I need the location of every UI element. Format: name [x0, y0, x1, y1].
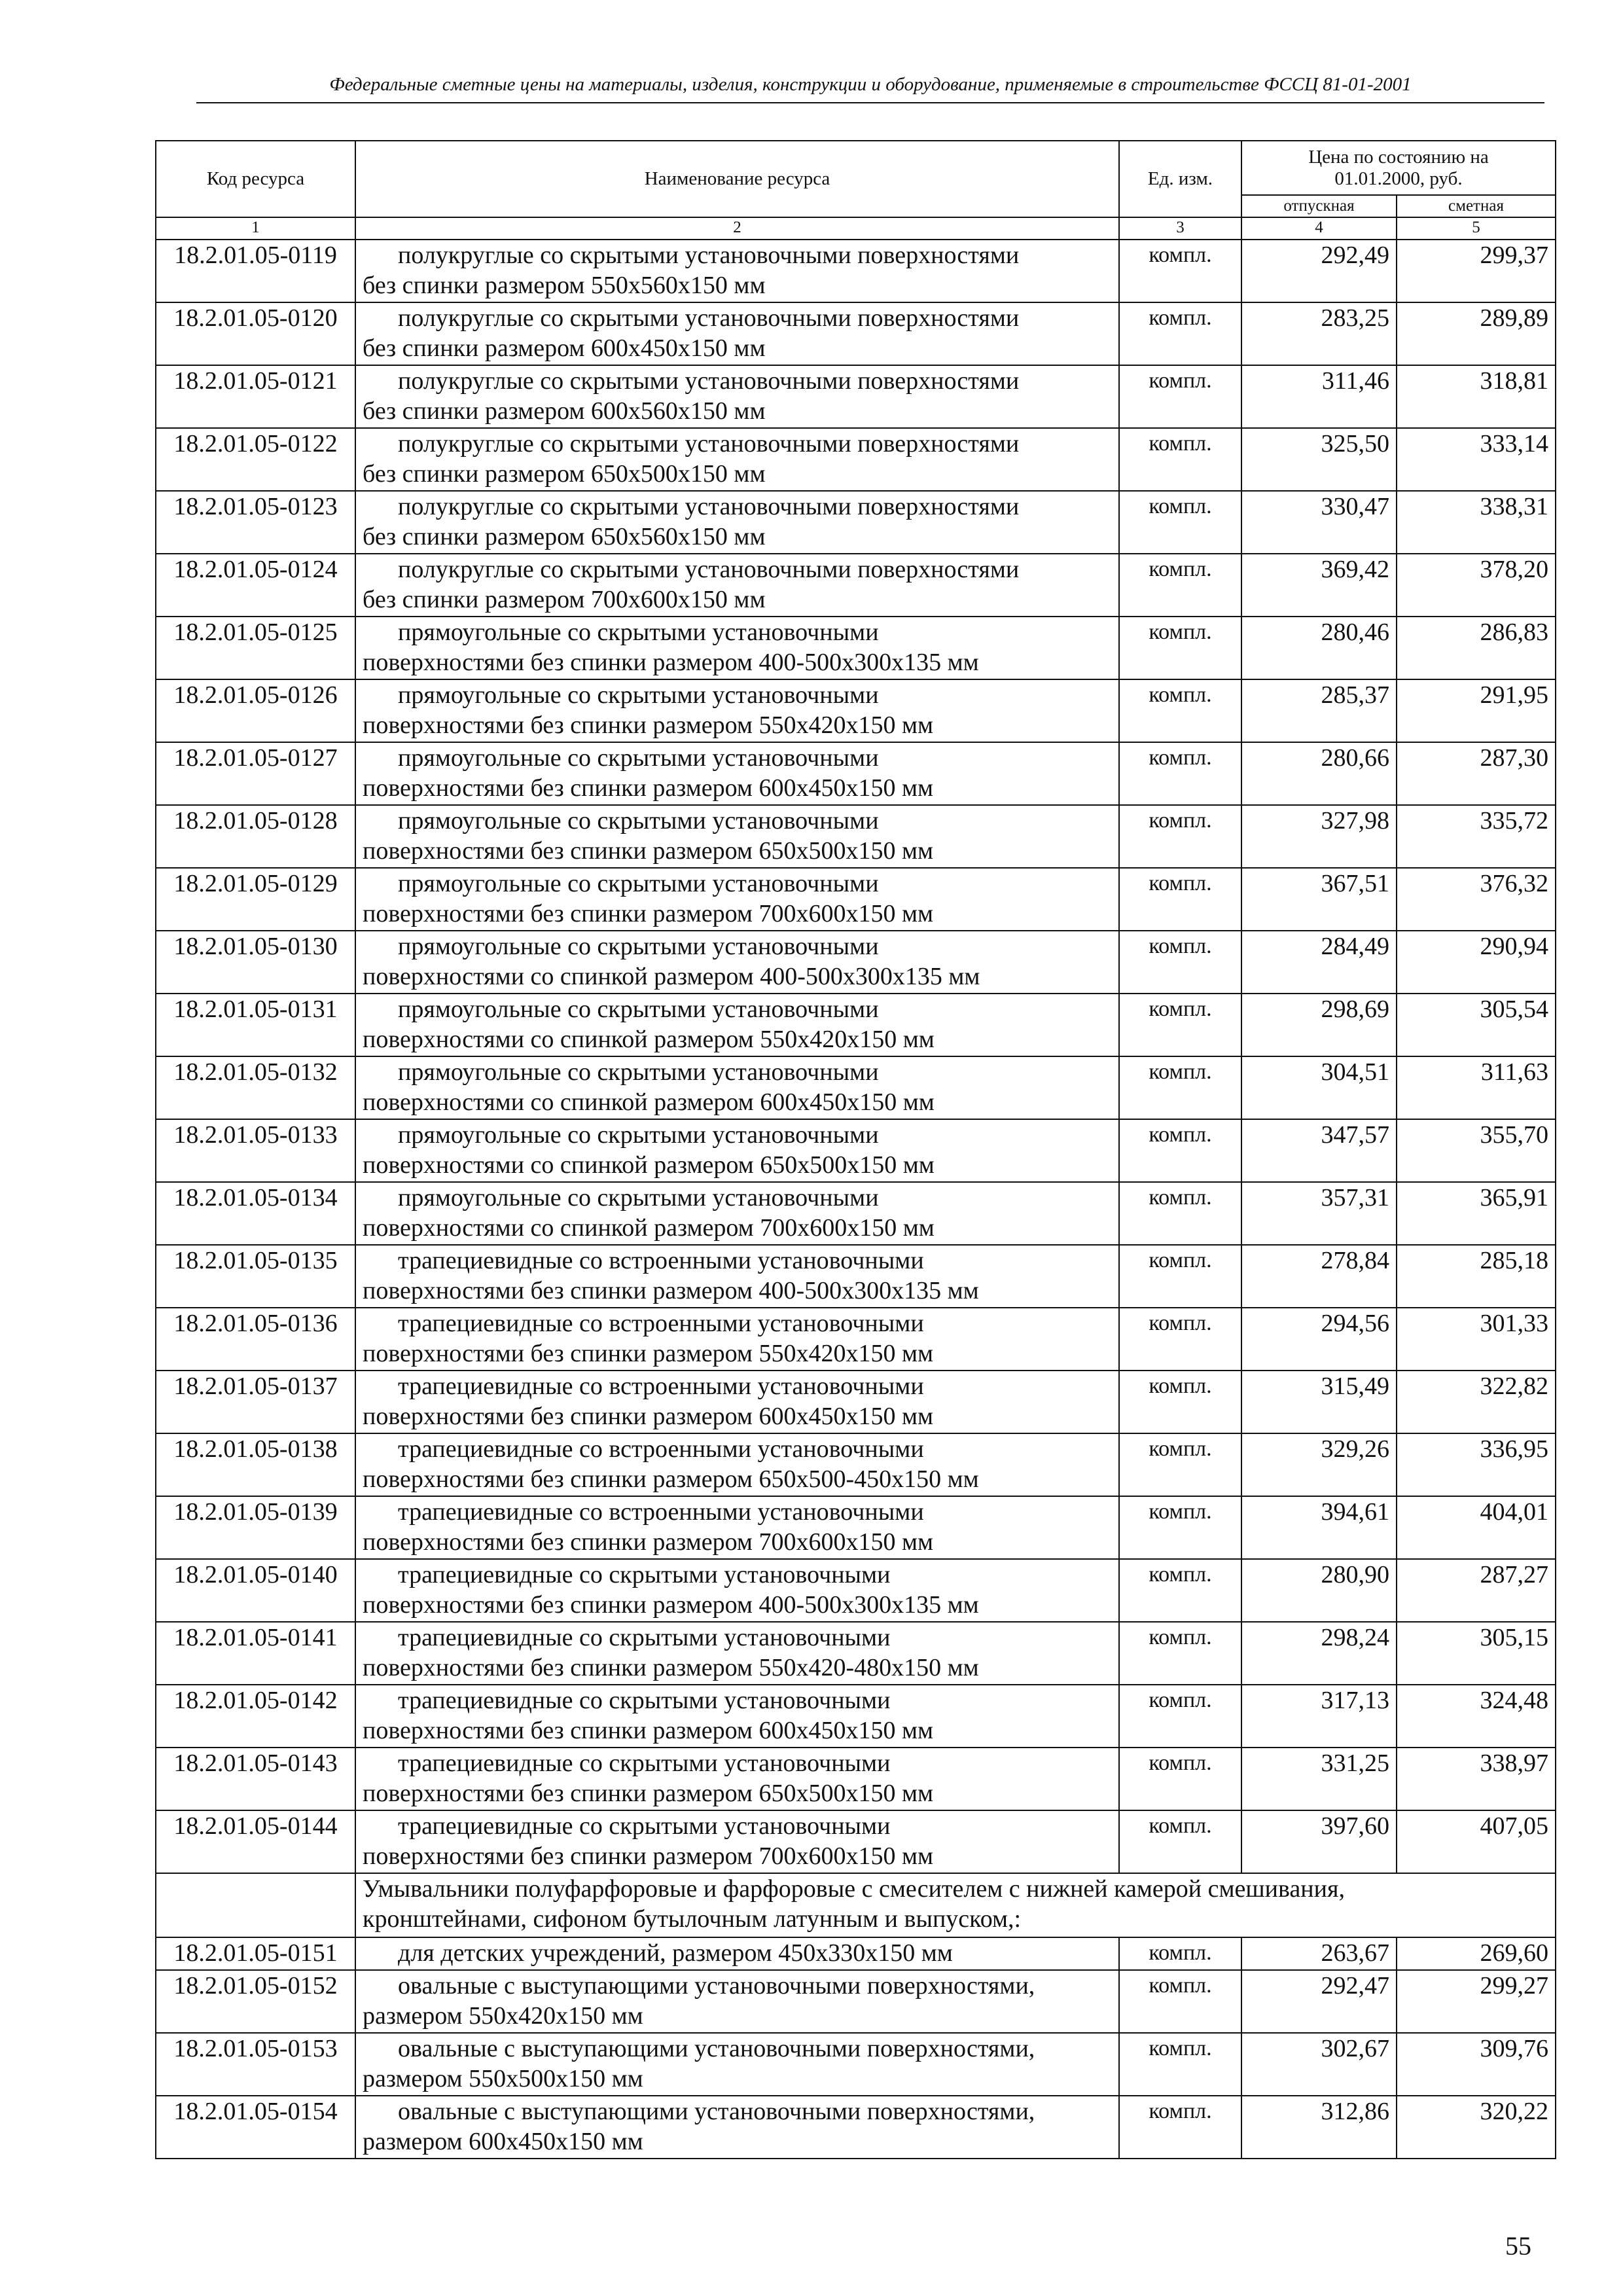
resource-code: 18.2.01.05-0134 [156, 1182, 355, 1245]
resource-name-line: овальные с выступающими установочными поверхностями, [398, 2098, 1035, 2125]
release-price: 357,31 [1241, 1182, 1397, 1245]
release-price: 280,66 [1241, 742, 1397, 805]
resource-code: 18.2.01.05-0130 [156, 931, 355, 994]
resource-name-line: прямоугольные со скрытыми установочными [398, 1184, 879, 1211]
resource-code: 18.2.01.05-0138 [156, 1433, 355, 1496]
unit: компл. [1119, 428, 1241, 491]
resource-code: 18.2.01.05-0131 [156, 994, 355, 1056]
estimate-price: 290,94 [1397, 931, 1556, 994]
resource-code: 18.2.01.05-0122 [156, 428, 355, 491]
unit: компл. [1119, 679, 1241, 742]
table-row [156, 240, 1556, 302]
resource-name [355, 2096, 1119, 2159]
resource-name [355, 1308, 1119, 1371]
release-price: 292,47 [1241, 1970, 1397, 2033]
unit: компл. [1119, 1685, 1241, 1748]
unit: компл. [1119, 1182, 1241, 1245]
resource-code: 18.2.01.05-0133 [156, 1119, 355, 1182]
resource-name [355, 742, 1119, 805]
resource-code: 18.2.01.05-0154 [156, 2096, 355, 2159]
estimate-price: 311,63 [1397, 1056, 1556, 1119]
resource-name [355, 1622, 1119, 1685]
release-price: 294,56 [1241, 1308, 1397, 1371]
resource-name-line: трапециевидные со встроенными установочными [398, 1498, 924, 1526]
resource-name-line: поверхностями со спинкой размером 600х450х150 мм [363, 1088, 935, 1116]
release-price: 292,49 [1241, 240, 1397, 302]
section-code-cell [156, 1873, 355, 1937]
resource-name-line: прямоугольные со скрытыми установочными [398, 681, 879, 709]
resource-name [355, 617, 1119, 679]
resource-name-line: для детских учреждений, размером 450х330х150 мм [398, 1939, 953, 1967]
unit: компл. [1119, 1308, 1241, 1371]
column-number: 5 [1397, 217, 1556, 240]
resource-name-line: без спинки размером 650х560х150 мм [363, 523, 766, 550]
resource-name-line: поверхностями без спинки размером 400-500х300х135 мм [363, 1277, 979, 1304]
column-number: 1 [156, 217, 355, 240]
unit: компл. [1119, 1970, 1241, 2033]
resource-name-line: поверхностями без спинки размером 600х450х150 мм [363, 774, 934, 802]
release-price: 327,98 [1241, 805, 1397, 868]
section-heading-row [156, 1873, 1556, 1937]
table-row [156, 554, 1556, 617]
resource-name [355, 240, 1119, 302]
running-title: Федеральные сметные цены на материалы, изделия, конструкции и оборудование, применяемые в строительстве ФССЦ 81-01-2001 [329, 74, 1412, 95]
unit: компл. [1119, 1119, 1241, 1182]
unit: компл. [1119, 1937, 1241, 1970]
release-price: 298,24 [1241, 1622, 1397, 1685]
resource-name-line: трапециевидные со скрытыми установочными [398, 1624, 891, 1651]
resource-name [355, 994, 1119, 1056]
resource-name [355, 428, 1119, 491]
unit: компл. [1119, 1056, 1241, 1119]
resource-name [355, 1119, 1119, 1182]
table-row [156, 1810, 1556, 1873]
table-row [156, 1182, 1556, 1245]
resource-name-line: поверхностями без спинки размером 550х420-480х150 мм [363, 1654, 979, 1681]
release-price: 298,69 [1241, 994, 1397, 1056]
unit: компл. [1119, 2033, 1241, 2096]
resource-name [355, 1685, 1119, 1748]
release-price: 330,47 [1241, 491, 1397, 554]
resource-code: 18.2.01.05-0119 [156, 240, 355, 302]
table-row [156, 679, 1556, 742]
resource-code: 18.2.01.05-0141 [156, 1622, 355, 1685]
unit: компл. [1119, 302, 1241, 365]
resource-code: 18.2.01.05-0139 [156, 1496, 355, 1559]
table-row [156, 1970, 1556, 2033]
resource-code: 18.2.01.05-0144 [156, 1810, 355, 1873]
resource-name [355, 1182, 1119, 1245]
resource-name-line: размером 550х420х150 мм [363, 2002, 643, 2030]
resource-name-line: поверхностями без спинки размером 650х500х150 мм [363, 837, 934, 865]
table-row [156, 1685, 1556, 1748]
table-row [156, 302, 1556, 365]
release-price: 283,25 [1241, 302, 1397, 365]
release-price: 329,26 [1241, 1433, 1397, 1496]
resource-name-line: без спинки размером 650х500х150 мм [363, 460, 766, 488]
estimate-price: 291,95 [1397, 679, 1556, 742]
unit: компл. [1119, 491, 1241, 554]
table-row [156, 1748, 1556, 1810]
resource-name [355, 868, 1119, 931]
resource-name [355, 931, 1119, 994]
release-price: 397,60 [1241, 1810, 1397, 1873]
estimate-price: 333,14 [1397, 428, 1556, 491]
resource-code: 18.2.01.05-0137 [156, 1371, 355, 1433]
resource-name [355, 2033, 1119, 2096]
estimate-price: 355,70 [1397, 1119, 1556, 1182]
table-row [156, 365, 1556, 428]
resource-name-line: поверхностями без спинки размером 700х600х150 мм [363, 1842, 934, 1870]
estimate-price: 305,15 [1397, 1622, 1556, 1685]
resource-name [355, 1056, 1119, 1119]
release-price: 317,13 [1241, 1685, 1397, 1748]
resource-code: 18.2.01.05-0129 [156, 868, 355, 931]
unit: компл. [1119, 1371, 1241, 1433]
resource-name-line: поверхностями без спинки размером 700х600х150 мм [363, 900, 934, 927]
header-estimate: сметная [1397, 195, 1556, 217]
estimate-price: 309,76 [1397, 2033, 1556, 2096]
resource-name-line: прямоугольные со скрытыми установочными [398, 1121, 879, 1149]
resource-name-line: без спинки размером 550х560х150 мм [363, 272, 766, 299]
page-number: 55 [1505, 2231, 1531, 2261]
resource-name-line: без спинки размером 600х450х150 мм [363, 334, 766, 362]
table-row [156, 1056, 1556, 1119]
table-body-b [156, 1937, 1556, 2159]
table-row [156, 1119, 1556, 1182]
estimate-price: 336,95 [1397, 1433, 1556, 1496]
resource-name-line: поверхностями без спинки размером 600х450х150 мм [363, 1403, 934, 1430]
resource-name-line: овальные с выступающими установочными поверхностями, [398, 1972, 1035, 2000]
resource-name-line: трапециевидные со скрытыми установочными [398, 1749, 891, 1777]
estimate-price: 269,60 [1397, 1937, 1556, 1970]
resource-name [355, 491, 1119, 554]
resource-code: 18.2.01.05-0136 [156, 1308, 355, 1371]
release-price: 284,49 [1241, 931, 1397, 994]
release-price: 347,57 [1241, 1119, 1397, 1182]
table-row [156, 994, 1556, 1056]
estimate-price: 285,18 [1397, 1245, 1556, 1308]
column-number: 2 [355, 217, 1119, 240]
resource-name-line: полукруглые со скрытыми установочными поверхностями [398, 556, 1020, 583]
resource-code: 18.2.01.05-0152 [156, 1970, 355, 2033]
unit: компл. [1119, 1433, 1241, 1496]
resource-name-line: поверхностями без спинки размером 550х420х150 мм [363, 1340, 934, 1367]
resource-name-line: прямоугольные со скрытыми установочными [398, 933, 879, 960]
header-name: Наименование ресурса [355, 141, 1119, 217]
resource-name-line: полукруглые со скрытыми установочными поверхностями [398, 493, 1020, 520]
resource-code: 18.2.01.05-0120 [156, 302, 355, 365]
unit: компл. [1119, 994, 1241, 1056]
table-row [156, 1937, 1556, 1970]
resource-name [355, 679, 1119, 742]
estimate-price: 289,89 [1397, 302, 1556, 365]
resource-name-line: поверхностями без спинки размером 400-500х300х135 мм [363, 1591, 979, 1619]
resource-code: 18.2.01.05-0124 [156, 554, 355, 617]
resource-code: 18.2.01.05-0125 [156, 617, 355, 679]
section-heading [355, 1873, 1556, 1937]
estimate-price: 407,05 [1397, 1810, 1556, 1873]
resource-name [355, 1810, 1119, 1873]
resource-name-line: трапециевидные со скрытыми установочными [398, 1561, 891, 1588]
resource-name-line: трапециевидные со встроенными установочными [398, 1247, 924, 1274]
resource-name-line: без спинки размером 600х560х150 мм [363, 397, 766, 425]
section-heading-line: Умывальники полуфарфоровые и фарфоровые с смесителем с нижней камерой смешивания, [363, 1875, 1345, 1903]
release-price: 367,51 [1241, 868, 1397, 931]
header-unit: Ед. изм. [1119, 141, 1241, 217]
table-row [156, 428, 1556, 491]
table-row [156, 491, 1556, 554]
resource-code: 18.2.01.05-0140 [156, 1559, 355, 1622]
release-price: 302,67 [1241, 2033, 1397, 2096]
table-row [156, 617, 1556, 679]
estimate-price: 322,82 [1397, 1371, 1556, 1433]
release-price: 278,84 [1241, 1245, 1397, 1308]
release-price: 315,49 [1241, 1371, 1397, 1433]
header-price-group: Цена по состоянию на 01.01.2000, руб. [1241, 141, 1556, 195]
resource-name-line: поверхностями без спинки размером 400-500х300х135 мм [363, 649, 979, 676]
resource-name-line: поверхностями без спинки размером 650х500-450х150 мм [363, 1465, 979, 1493]
release-price: 369,42 [1241, 554, 1397, 617]
table-row [156, 2096, 1556, 2159]
estimate-price: 338,31 [1397, 491, 1556, 554]
unit: компл. [1119, 1622, 1241, 1685]
table-row [156, 1496, 1556, 1559]
resource-name-line: трапециевидные со встроенными установочными [398, 1372, 924, 1400]
resource-code: 18.2.01.05-0142 [156, 1685, 355, 1748]
price-table [155, 140, 1556, 2159]
resource-code: 18.2.01.05-0151 [156, 1937, 355, 1970]
resource-code: 18.2.01.05-0132 [156, 1056, 355, 1119]
estimate-price: 318,81 [1397, 365, 1556, 428]
table-row [156, 1433, 1556, 1496]
section-heading-line: кронштейнами, сифоном бутылочным латунным и выпуском,: [363, 1905, 1022, 1933]
table-row [156, 805, 1556, 868]
table-row [156, 742, 1556, 805]
release-price: 280,90 [1241, 1559, 1397, 1622]
resource-name-line: прямоугольные со скрытыми установочными [398, 870, 879, 897]
table-row [156, 931, 1556, 994]
table-row [156, 1371, 1556, 1433]
estimate-price: 324,48 [1397, 1685, 1556, 1748]
resource-code: 18.2.01.05-0123 [156, 491, 355, 554]
header-code: Код ресурса [156, 141, 355, 217]
table-body-a [156, 240, 1556, 1873]
resource-code: 18.2.01.05-0143 [156, 1748, 355, 1810]
estimate-price: 365,91 [1397, 1182, 1556, 1245]
release-price: 331,25 [1241, 1748, 1397, 1810]
unit: компл. [1119, 1496, 1241, 1559]
resource-code: 18.2.01.05-0153 [156, 2033, 355, 2096]
estimate-price: 404,01 [1397, 1496, 1556, 1559]
resource-name-line: размером 550х500х150 мм [363, 2065, 643, 2092]
resource-name-line: прямоугольные со скрытыми установочными [398, 807, 879, 834]
release-price: 325,50 [1241, 428, 1397, 491]
unit: компл. [1119, 365, 1241, 428]
resource-code: 18.2.01.05-0121 [156, 365, 355, 428]
resource-code: 18.2.01.05-0128 [156, 805, 355, 868]
unit: компл. [1119, 1559, 1241, 1622]
resource-name-line: поверхностями со спинкой размером 700х600х150 мм [363, 1214, 935, 1242]
unit: компл. [1119, 1245, 1241, 1308]
release-price: 312,86 [1241, 2096, 1397, 2159]
unit: компл. [1119, 2096, 1241, 2159]
resource-name [355, 302, 1119, 365]
resource-name-line: трапециевидные со скрытыми установочными [398, 1812, 891, 1840]
estimate-price: 376,32 [1397, 868, 1556, 931]
table-row [156, 1622, 1556, 1685]
table-row [156, 1559, 1556, 1622]
resource-name-line: поверхностями со спинкой размером 650х500х150 мм [363, 1151, 935, 1179]
resource-name [355, 1970, 1119, 2033]
resource-name [355, 1496, 1119, 1559]
resource-name-line: поверхностями со спинкой размером 550х420х150 мм [363, 1026, 935, 1053]
unit: компл. [1119, 742, 1241, 805]
resource-code: 18.2.01.05-0127 [156, 742, 355, 805]
resource-name-line: полукруглые со скрытыми установочными поверхностями [398, 430, 1020, 457]
table-row [156, 868, 1556, 931]
resource-name [355, 805, 1119, 868]
resource-name [355, 1559, 1119, 1622]
resource-name [355, 365, 1119, 428]
resource-name-line: поверхностями без спинки размером 550х420х150 мм [363, 711, 934, 739]
resource-name-line: размером 600х450х150 мм [363, 2128, 643, 2155]
release-price: 280,46 [1241, 617, 1397, 679]
unit: компл. [1119, 1810, 1241, 1873]
table-row [156, 2033, 1556, 2096]
estimate-price: 320,22 [1397, 2096, 1556, 2159]
estimate-price: 378,20 [1397, 554, 1556, 617]
resource-name-line: трапециевидные со встроенными установочными [398, 1435, 924, 1463]
release-price: 394,61 [1241, 1496, 1397, 1559]
release-price: 304,51 [1241, 1056, 1397, 1119]
resource-name-line: поверхностями без спинки размером 600х450х150 мм [363, 1717, 934, 1744]
release-price: 263,67 [1241, 1937, 1397, 1970]
resource-name [355, 1748, 1119, 1810]
estimate-price: 305,54 [1397, 994, 1556, 1056]
release-price: 285,37 [1241, 679, 1397, 742]
release-price: 311,46 [1241, 365, 1397, 428]
estimate-price: 301,33 [1397, 1308, 1556, 1371]
section-body [156, 1873, 1556, 1937]
resource-name-line: трапециевидные со встроенными установочными [398, 1310, 924, 1337]
resource-name-line: полукруглые со скрытыми установочными поверхностями [398, 242, 1020, 269]
resource-name-line: прямоугольные со скрытыми установочными [398, 1058, 879, 1086]
resource-name-line: без спинки размером 700х600х150 мм [363, 586, 766, 613]
column-number: 4 [1241, 217, 1397, 240]
resource-name-line: прямоугольные со скрытыми установочными [398, 744, 879, 772]
estimate-price: 286,83 [1397, 617, 1556, 679]
estimate-price: 335,72 [1397, 805, 1556, 868]
unit: компл. [1119, 868, 1241, 931]
resource-name [355, 1433, 1119, 1496]
resource-name-line: полукруглые со скрытыми установочными поверхностями [398, 304, 1020, 332]
resource-name-line: поверхностями без спинки размером 650х500х150 мм [363, 1780, 934, 1807]
header-release: отпускная [1241, 195, 1397, 217]
unit: компл. [1119, 554, 1241, 617]
resource-name-line: поверхностями со спинкой размером 400-500х300х135 мм [363, 963, 980, 990]
table-row [156, 1245, 1556, 1308]
estimate-price: 287,30 [1397, 742, 1556, 805]
estimate-price: 299,27 [1397, 1970, 1556, 2033]
resource-code: 18.2.01.05-0126 [156, 679, 355, 742]
table-row [156, 1308, 1556, 1371]
estimate-price: 287,27 [1397, 1559, 1556, 1622]
estimate-price: 299,37 [1397, 240, 1556, 302]
estimate-price: 338,97 [1397, 1748, 1556, 1810]
resource-name-line: полукруглые со скрытыми установочными поверхностями [398, 367, 1020, 395]
column-number: 3 [1119, 217, 1241, 240]
unit: компл. [1119, 1748, 1241, 1810]
resource-name-line: поверхностями без спинки размером 700х600х150 мм [363, 1528, 934, 1556]
resource-name [355, 1937, 1119, 1970]
resource-name-line: прямоугольные со скрытыми установочными [398, 996, 879, 1023]
resource-name-line: трапециевидные со скрытыми установочными [398, 1687, 891, 1714]
unit: компл. [1119, 617, 1241, 679]
resource-name [355, 1245, 1119, 1308]
resource-name [355, 1371, 1119, 1433]
resource-name-line: прямоугольные со скрытыми установочными [398, 619, 879, 646]
resource-name [355, 554, 1119, 617]
column-number-row [156, 217, 1556, 240]
unit: компл. [1119, 931, 1241, 994]
header-rule [196, 102, 1544, 103]
resource-code: 18.2.01.05-0135 [156, 1245, 355, 1308]
unit: компл. [1119, 240, 1241, 302]
unit: компл. [1119, 805, 1241, 868]
resource-name-line: овальные с выступающими установочными поверхностями, [398, 2035, 1035, 2062]
